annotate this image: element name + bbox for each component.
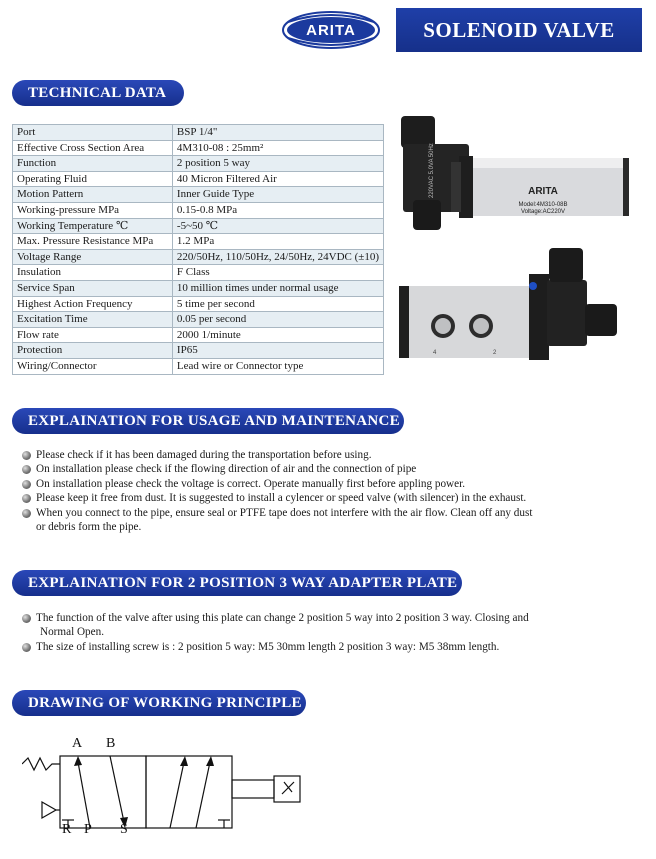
spec-value: 0.15-0.8 MPa — [172, 202, 383, 218]
spec-value: Lead wire or Connector type — [172, 358, 383, 374]
spec-label: Working Temperature ℃ — [13, 218, 173, 234]
spec-label: Insulation — [13, 265, 173, 281]
section-adapter-plate: EXPLAINATION FOR 2 POSITION 3 WAY ADAPTER PLATE — [12, 570, 462, 596]
table-row — [13, 171, 384, 187]
bullet-icon — [22, 643, 31, 652]
list-item: Please keep it free from dust. It is suggested to install a cylencer or speed valve (with silencer) in the exhaust. — [14, 491, 644, 505]
spec-value: F Class — [172, 265, 383, 281]
port-2-label: 2 — [493, 350, 497, 356]
spec-value: IP65 — [172, 343, 383, 359]
spec-label: Wiring/Connector — [13, 358, 173, 374]
port-p-label: P — [84, 822, 92, 837]
spec-table — [12, 124, 384, 375]
bullet-icon — [22, 480, 31, 489]
section-drawing: DRAWING OF WORKING PRINCIPLE — [12, 690, 306, 716]
spec-value: 5 time per second — [172, 296, 383, 312]
table-row — [13, 265, 384, 281]
page-title: SOLENOID VALVE — [396, 8, 642, 52]
port-s-label: S — [120, 822, 128, 837]
table-row — [13, 218, 384, 234]
spec-label: Highest Action Frequency — [13, 296, 173, 312]
bullet-icon — [22, 494, 31, 503]
table-row — [13, 343, 384, 359]
spec-value: 220/50Hz, 110/50Hz, 24/50Hz, 24VDC (±10) — [172, 249, 383, 265]
list-item: The function of the valve after using this plate can change 2 position 5 way into 2 position 3 way. Closing and — [14, 611, 644, 625]
list-item-continuation: or debris form the pipe. — [36, 521, 142, 534]
spec-value: 2000 1/minute — [172, 327, 383, 343]
list-item: Please check if it has been damaged during the transportation before using. — [14, 448, 644, 462]
spec-label: Operating Fluid — [13, 171, 173, 187]
bullet-icon — [22, 465, 31, 474]
section-technical-data: TECHNICAL DATA — [12, 80, 184, 106]
spec-value: BSP 1/4" — [172, 125, 383, 141]
list-item: When you connect to the pipe, ensure seal or PTFE tape does not interfere with the air flow. Clean off any dust — [14, 506, 644, 520]
port-a-label: A — [72, 736, 83, 751]
table-row — [13, 234, 384, 250]
bullet-icon — [22, 614, 31, 623]
list-item-continuation: Normal Open. — [40, 626, 105, 639]
arita-logo — [282, 10, 380, 50]
coil-label: 220VAC 5.0VA 50Hz — [429, 143, 435, 198]
photo-voltage: Voltage:AC220V — [520, 209, 566, 215]
spec-label: Flow rate — [13, 327, 173, 343]
table-row — [13, 312, 384, 328]
table-row — [13, 358, 384, 374]
spec-value: 40 Micron Filtered Air — [172, 171, 383, 187]
table-row — [13, 140, 384, 156]
spec-value: -5~50 ℃ — [172, 218, 383, 234]
section-usage-maintenance: EXPLAINATION FOR USAGE AND MAINTENANCE — [12, 408, 404, 434]
spec-label: Voltage Range — [13, 249, 173, 265]
spec-value: 2 position 5 way — [172, 156, 383, 172]
list-item: The size of installing screw is : 2 position 5 way: M5 30mm length 2 position 3 way: M5 38mm length. — [14, 640, 644, 654]
spec-value: 10 million times under normal usage — [172, 280, 383, 296]
port-r-label: R — [62, 822, 72, 837]
photo-model: Model:4M310-08B — [518, 202, 568, 208]
table-row — [13, 156, 384, 172]
adapter-list — [14, 611, 644, 654]
table-row — [13, 296, 384, 312]
usage-list — [14, 448, 644, 534]
spec-value: 0.05 per second — [172, 312, 383, 328]
spec-value: 1.2 MPa — [172, 234, 383, 250]
list-item: On installation please check the voltage is correct. Operate manually first before appling power. — [14, 477, 644, 491]
port-4-label: 4 — [433, 350, 437, 356]
spec-value: Inner Guide Type — [172, 187, 383, 203]
spec-label: Max. Pressure Resistance MPa — [13, 234, 173, 250]
bullet-icon — [22, 509, 31, 518]
bullet-icon — [22, 451, 31, 460]
spec-label: Service Span — [13, 280, 173, 296]
spec-value: 4M310-08 : 25mm² — [172, 140, 383, 156]
photo-brand: ARITA — [528, 186, 558, 197]
spec-label: Port — [13, 125, 173, 141]
table-row — [13, 280, 384, 296]
spec-label: Motion Pattern — [13, 187, 173, 203]
table-row — [13, 327, 384, 343]
table-row — [13, 187, 384, 203]
spec-label: Effective Cross Section Area — [13, 140, 173, 156]
list-item: On installation please check if the flowing direction of air and the connection of pipe — [14, 462, 644, 476]
spec-label: Protection — [13, 343, 173, 359]
spec-label: Working-pressure MPa — [13, 202, 173, 218]
spec-label: Function — [13, 156, 173, 172]
working-principle-diagram — [22, 736, 322, 846]
table-row — [13, 125, 384, 141]
spec-label: Excitation Time — [13, 312, 173, 328]
table-row — [13, 202, 384, 218]
product-photo — [393, 108, 629, 364]
port-b-label: B — [106, 736, 116, 751]
brand-name: ARITA — [306, 21, 356, 39]
table-row — [13, 249, 384, 265]
